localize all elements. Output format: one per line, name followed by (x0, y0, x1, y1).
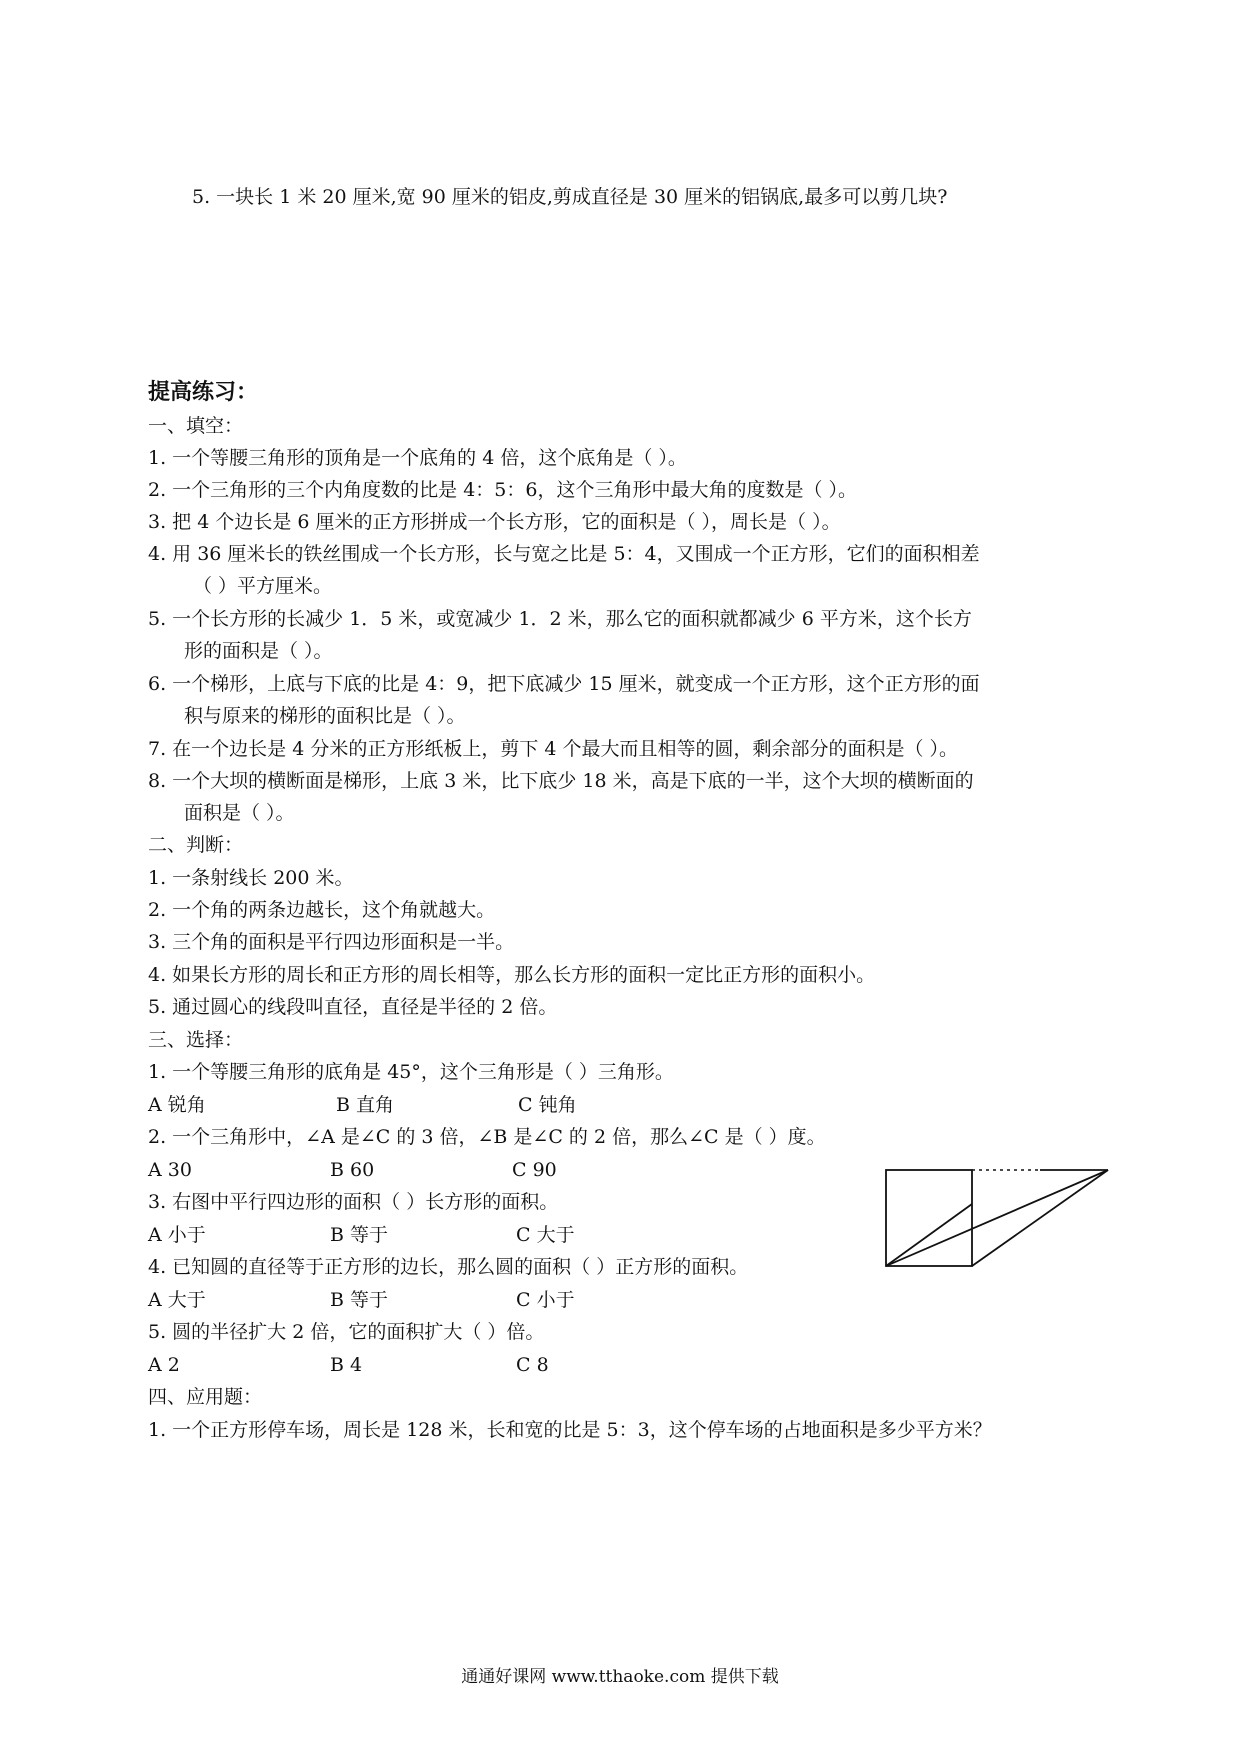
fill-title: 一、填空： (148, 415, 244, 437)
judge-line: 3. 三个角的面积是平行四边形面积是一半。 (148, 931, 515, 953)
fill-line: 8. 一个大坝的横断面是梯形，上底 3 米，比下底少 18 米，高是下底的一半，这个大坝的横断面的 (148, 770, 974, 792)
choice-option-c: C 90 (512, 1159, 557, 1181)
choice-option-a: A 锐角 (148, 1094, 206, 1116)
choice-option-b: B 60 (330, 1159, 375, 1181)
choice-question: 5. 圆的半径扩大 2 倍，它的面积扩大（ ）倍。 (148, 1321, 545, 1343)
application-line: 1. 一个正方形停车场，周长是 128 米，长和宽的比是 5：3，这个停车场的占地面积是多少平方米？ (148, 1419, 992, 1441)
fill-line: 3. 把 4 个边长是 6 厘米的正方形拼成一个长方形，它的面积是（ ），周长是（ ）。 (148, 511, 841, 533)
fill-line: 形的面积是（ ）。 (184, 640, 333, 662)
parallelogram-diag (886, 1170, 1108, 1266)
choice-option-c: C 小于 (516, 1289, 575, 1311)
choice-option-c: C 钝角 (518, 1094, 577, 1116)
judge-line: 1. 一条射线长 200 米。 (148, 867, 354, 889)
rectangle-shape (886, 1170, 972, 1266)
fill-line: 5. 一个长方形的长减少 1．5 米，或宽减少 1．2 米，那么它的面积就都减少 6 平方米，这个长方 (148, 608, 972, 630)
judge-line: 4. 如果长方形的周长和正方形的周长相等，那么长方形的面积一定比正方形的面积小。 (148, 964, 876, 986)
choice-option-a: A 小于 (148, 1224, 206, 1246)
choice-question: 2. 一个三角形中，∠A 是∠C 的 3 倍，∠B 是∠C 的 2 倍，那么∠C 是（ ）度。 (148, 1126, 826, 1148)
choice-option-b: B 直角 (336, 1094, 395, 1116)
choice-option-c: C 8 (516, 1354, 549, 1376)
choice-option-a: A 大于 (148, 1289, 206, 1311)
top-problem: 5. 一块长 1 米 20 厘米,宽 90 厘米的铝皮,剪成直径是 30 厘米的铝锅底,最多可以剪几块? (192, 186, 948, 208)
fill-line: 1. 一个等腰三角形的顶角是一个底角的 4 倍，这个底角是（ ）。 (148, 447, 687, 469)
section-heading: 提高练习： (148, 380, 259, 405)
fill-line: （ ）平方厘米。 (193, 575, 333, 597)
parallelogram-figure (880, 1164, 1210, 1274)
judge-line: 2. 一个角的两条边越长，这个角就越大。 (148, 899, 496, 921)
judge-line: 5. 通过圆心的线段叫直径，直径是半径的 2 倍。 (148, 996, 558, 1018)
choice-option-b: B 等于 (330, 1289, 389, 1311)
fill-line: 2. 一个三角形的三个内角度数的比是 4：5：6，这个三角形中最大角的度数是（ ）。 (148, 479, 858, 501)
choice-option-a: A 2 (148, 1354, 180, 1376)
fill-line: 积与原来的梯形的面积比是（ ）。 (184, 705, 466, 727)
footer-credit: 通通好课网 www.tthaoke.com 提供下载 (461, 1667, 779, 1687)
choice-option-b: B 4 (330, 1354, 363, 1376)
fill-line: 4. 用 36 厘米长的铁丝围成一个长方形，长与宽之比是 5：4，又围成一个正方形，它们的面积相差 (148, 543, 980, 565)
application-title: 四、应用题： (148, 1386, 263, 1408)
choice-title: 三、选择： (148, 1029, 244, 1051)
fill-line: 6. 一个梯形，上底与下底的比是 4：9，把下底减少 15 厘米，就变成一个正方形，这个正方形的面 (148, 673, 980, 695)
judge-title: 二、判断： (148, 834, 244, 856)
choice-question: 1. 一个等腰三角形的底角是 45°，这个三角形是（ ）三角形。 (148, 1061, 674, 1083)
choice-question: 3. 右图中平行四边形的面积（ ）长方形的面积。 (148, 1191, 559, 1213)
parallelogram-right-edge (972, 1170, 1108, 1266)
choice-question: 4. 已知圆的直径等于正方形的边长，那么圆的面积（ ）正方形的面积。 (148, 1256, 749, 1278)
choice-option-b: B 等于 (330, 1224, 389, 1246)
choice-option-a: A 30 (148, 1159, 192, 1181)
choice-option-c: C 大于 (516, 1224, 575, 1246)
fill-line: 7. 在一个边长是 4 分米的正方形纸板上，剪下 4 个最大而且相等的圆，剩余部分的面积是（ ）。 (148, 738, 959, 760)
fill-line: 面积是（ ）。 (184, 802, 295, 824)
